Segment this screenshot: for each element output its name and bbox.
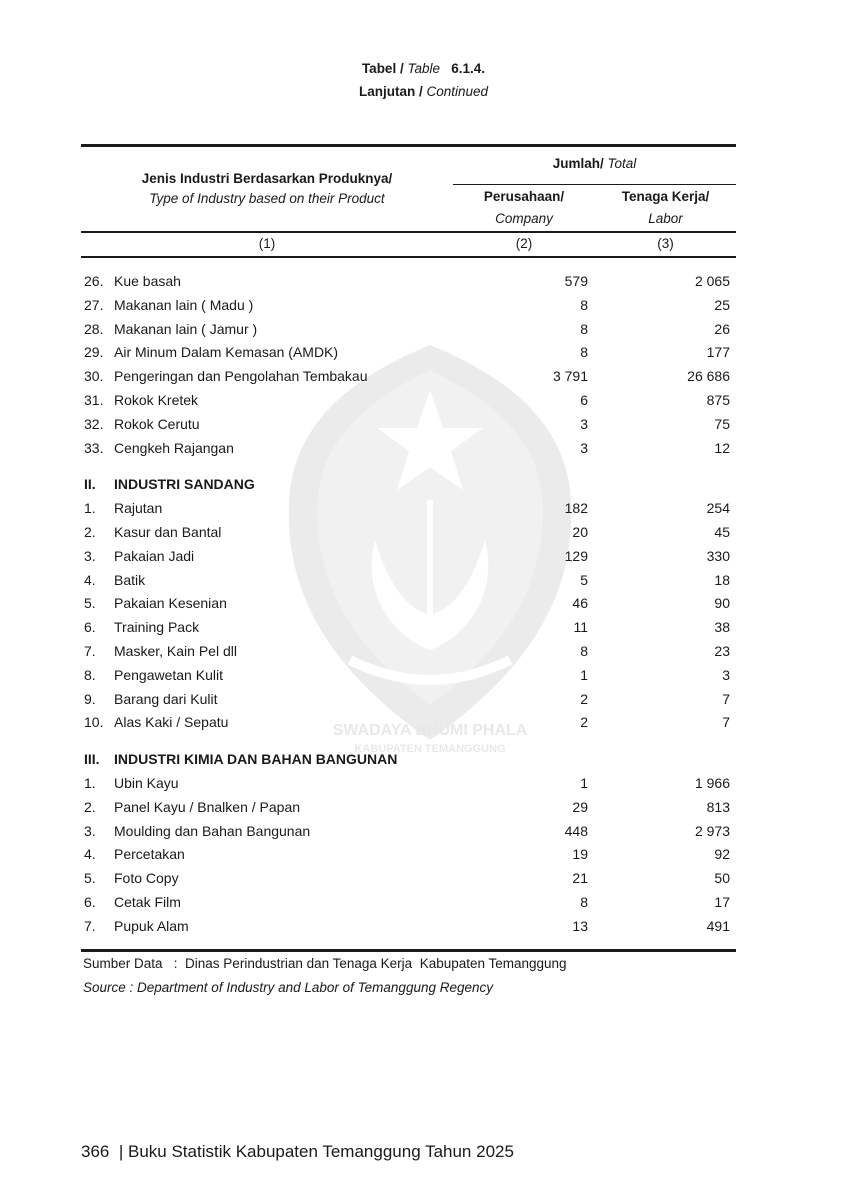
row-number: 6.	[84, 619, 96, 636]
row-number: 6.	[84, 893, 96, 910]
table-row	[81, 867, 736, 891]
industry-name: Cengkeh Rajangan	[114, 439, 234, 456]
table-row	[81, 365, 736, 389]
row-number: 1.	[84, 774, 96, 791]
jumlah-underline	[453, 184, 736, 185]
table-row	[81, 640, 736, 664]
jumlah-label: Jumlah/	[552, 156, 604, 171]
industry-name: Kue basah	[114, 273, 181, 289]
company-count: 129	[564, 547, 588, 564]
labor-count: 23	[714, 642, 730, 659]
table-row	[81, 796, 736, 820]
industry-name: Pengawetan Kulit	[114, 666, 223, 683]
section-number: III.	[84, 751, 100, 768]
col1-header-en: Type of Industry based on their Product	[149, 191, 385, 206]
industry-name: Cetak Film	[114, 893, 181, 910]
labor-count: 7	[722, 714, 730, 731]
labor-count: 90	[714, 595, 730, 612]
watermark-regency: KABUPATEN TEMANGGUNG	[354, 743, 506, 755]
section-header	[81, 473, 736, 497]
section-title: INDUSTRI SANDANG	[114, 476, 255, 493]
col2-header-id: Perusahaan/	[483, 189, 565, 204]
company-count: 182	[564, 500, 588, 517]
company-count: 19	[572, 846, 588, 863]
row-number: 33.	[84, 439, 104, 456]
company-count: 8	[580, 344, 588, 361]
col1-header-id: Jenis Industri Berdasarkan Produknya/	[141, 171, 393, 186]
labor-count: 92	[714, 846, 730, 863]
row-number: 29.	[84, 344, 104, 361]
labor-count: 12	[714, 439, 730, 456]
labor-count: 2 973	[694, 822, 730, 839]
table-row	[81, 318, 736, 342]
industry-name: Pupuk Alam	[114, 917, 189, 934]
table-row	[81, 545, 736, 569]
header-rule	[81, 231, 736, 233]
company-count: 1	[580, 666, 588, 683]
labor-count: 26 686	[687, 368, 730, 385]
row-number: 3.	[84, 547, 96, 564]
industry-name: Foto Copy	[114, 870, 179, 887]
company-count: 21	[572, 870, 588, 887]
labor-count: 491	[706, 917, 730, 934]
company-count: 2	[580, 690, 588, 707]
row-number: 4.	[84, 846, 96, 863]
company-count: 3 791	[552, 368, 588, 385]
labor-count: 7	[722, 690, 730, 707]
industry-name: Rajutan	[114, 500, 163, 517]
table-row	[81, 437, 736, 461]
industry-name: Moulding dan Bahan Bangunan	[114, 822, 311, 839]
jumlah-header	[453, 156, 736, 171]
table-row	[81, 772, 736, 796]
industry-name: Makanan lain ( Jamur )	[114, 320, 258, 337]
row-number: 5.	[84, 870, 96, 887]
table-row	[81, 688, 736, 712]
table-caption	[0, 61, 847, 76]
row-number: 27.	[84, 296, 104, 313]
col2-header-en: Company	[495, 211, 553, 226]
industry-name: Rokok Kretek	[114, 391, 199, 408]
row-number: 7.	[84, 917, 96, 934]
table-row	[81, 497, 736, 521]
row-number: 7.	[84, 642, 96, 659]
labor-count: 45	[714, 523, 730, 540]
footer-title: Buku Statistik Kabupaten Temanggung Tahun 2025	[127, 1142, 514, 1161]
company-count: 13	[572, 917, 588, 934]
labor-count: 3	[722, 666, 730, 683]
labor-count: 25	[714, 296, 730, 313]
row-number: 1.	[84, 500, 96, 517]
row-number: 2.	[84, 523, 96, 540]
industry-name: Air Minum Dalam Kemasan (AMDK)	[114, 344, 339, 361]
company-count: 579	[564, 273, 588, 289]
table-row	[81, 341, 736, 365]
labor-count: 18	[714, 571, 730, 588]
row-number: 4.	[84, 571, 96, 588]
row-number: 32.	[84, 415, 104, 432]
table-row	[81, 915, 736, 939]
company-count: 8	[580, 320, 588, 337]
row-number: 5.	[84, 595, 96, 612]
col2-number: (2)	[515, 236, 533, 251]
labor-count: 38	[714, 619, 730, 636]
table-row	[81, 521, 736, 545]
labor-count: 330	[706, 547, 730, 564]
company-count: 8	[580, 893, 588, 910]
table-top-rule	[81, 144, 736, 147]
page-footer	[81, 1142, 514, 1162]
total-label: Total	[607, 156, 637, 171]
labor-count: 254	[706, 500, 730, 517]
col3-header-en: Labor	[648, 211, 683, 226]
table-row	[81, 389, 736, 413]
row-number: 31.	[84, 391, 104, 408]
section-title: INDUSTRI KIMIA DAN BAHAN BANGUNAN	[114, 751, 398, 768]
industry-name: Barang dari Kulit	[114, 690, 218, 707]
company-count: 46	[572, 595, 588, 612]
company-count: 1	[580, 774, 588, 791]
company-count: 448	[564, 822, 588, 839]
row-number: 30.	[84, 368, 104, 385]
section-number: II.	[84, 476, 96, 493]
company-count: 8	[580, 642, 588, 659]
page-number: 366	[81, 1142, 110, 1161]
labor-count: 177	[706, 344, 730, 361]
labor-count: 2 065	[694, 273, 730, 289]
col3-number: (3)	[657, 236, 674, 251]
industry-name: Kasur dan Bantal	[114, 523, 222, 540]
labor-count: 1 966	[694, 774, 730, 791]
industry-name: Rokok Cerutu	[114, 415, 200, 432]
row-number: 9.	[84, 690, 96, 707]
company-count: 29	[572, 798, 588, 815]
industry-name: Percetakan	[114, 846, 185, 863]
caption-continued: Continued	[426, 84, 489, 99]
row-number: 3.	[84, 822, 96, 839]
caption-tabel: Tabel /	[361, 61, 404, 76]
industry-name: Ubin Kayu	[114, 774, 179, 791]
table-row	[81, 711, 736, 735]
industry-name: Pengeringan dan Pengolahan Tembakau	[114, 368, 368, 385]
table-caption-continued	[0, 84, 847, 99]
labor-count: 875	[706, 391, 730, 408]
row-number: 28.	[84, 320, 104, 337]
industry-name: Training Pack	[114, 619, 200, 636]
industry-name: Panel Kayu / Bnalken / Papan	[114, 798, 301, 815]
company-count: 3	[580, 415, 588, 432]
table-row	[81, 820, 736, 844]
labor-count: 813	[706, 798, 730, 815]
company-count: 11	[573, 619, 588, 636]
labor-count: 17	[714, 893, 730, 910]
labor-count: 26	[714, 320, 730, 337]
company-count: 6	[580, 391, 588, 408]
column-number-rule	[81, 256, 736, 258]
col1-number: (1)	[258, 236, 276, 251]
table-row	[81, 270, 736, 294]
table-body	[81, 270, 736, 939]
industry-name: Pakaian Jadi	[114, 547, 195, 564]
industry-name: Masker, Kain Pel dll	[114, 642, 237, 659]
source-id: Sumber Data : Dinas Perindustrian dan Tenaga Kerja Kabupaten Temanggung	[83, 956, 567, 971]
watermark-motto: SWADAYA BHUMI PHALA	[332, 722, 528, 739]
table-row	[81, 569, 736, 593]
industry-name: Alas Kaki / Sepatu	[114, 714, 229, 731]
company-count: 8	[580, 296, 588, 313]
section-header	[81, 748, 736, 772]
col3-header-id: Tenaga Kerja/	[621, 189, 710, 204]
company-count: 2	[580, 714, 588, 731]
row-number: 8.	[84, 666, 96, 683]
industry-name: Batik	[114, 571, 146, 588]
footer-separator: |	[118, 1142, 124, 1161]
table-row	[81, 891, 736, 915]
table-row	[81, 413, 736, 437]
table-row	[81, 843, 736, 867]
company-count: 20	[572, 523, 588, 540]
table-row	[81, 616, 736, 640]
company-count: 3	[580, 439, 588, 456]
row-number: 10.	[84, 714, 104, 731]
industry-name: Pakaian Kesenian	[114, 595, 227, 612]
labor-count: 50	[714, 870, 730, 887]
caption-table: Table	[407, 61, 440, 76]
caption-lanjutan: Lanjutan /	[358, 84, 423, 99]
table-row	[81, 294, 736, 318]
table-bottom-rule	[81, 949, 736, 952]
source-en: Source : Department of Industry and Labor of Temanggung Regency	[83, 980, 494, 995]
row-number: 26.	[84, 273, 104, 289]
table-row	[81, 592, 736, 616]
industry-name: Makanan lain ( Madu )	[114, 296, 254, 313]
caption-number: 6.1.4.	[451, 61, 486, 76]
table-row	[81, 664, 736, 688]
labor-count: 75	[714, 415, 730, 432]
company-count: 5	[580, 571, 588, 588]
row-number: 2.	[84, 798, 96, 815]
